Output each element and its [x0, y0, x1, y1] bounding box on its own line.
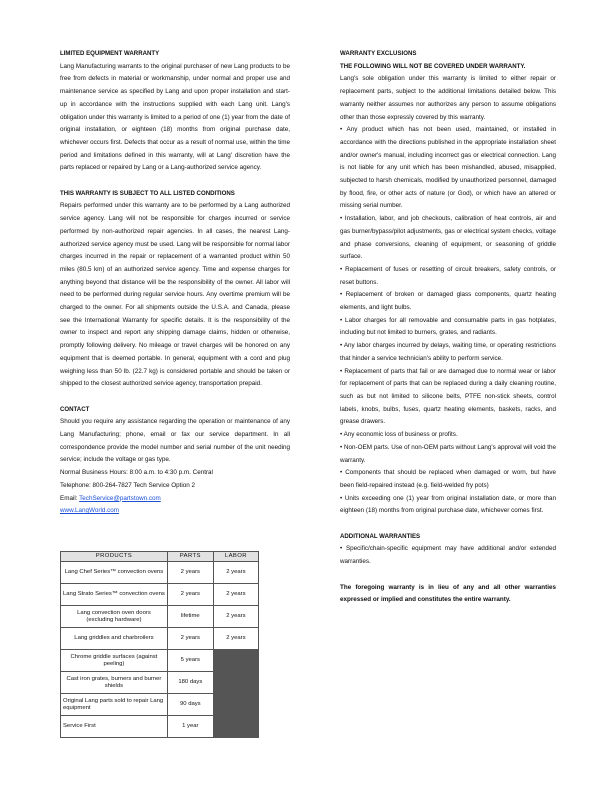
website-line	[60, 505, 290, 518]
exclusion-item: • Labor charges for all removable and consumable parts in gas hotplates, including but not limited to burners, grates, and radiants.	[340, 316, 556, 337]
product-cell: Lang griddles and charbroilers	[61, 628, 168, 650]
warranty-table	[60, 551, 259, 738]
exclusion-item: • Components that should be replaced when damaged or worn, but have been field-repaired instead (e.g. field-welded fry pots)	[340, 469, 556, 489]
contact-heading: CONTACT	[60, 405, 90, 413]
product-cell: Chrome griddle surfaces (against peeling)	[61, 650, 168, 672]
contact-body: Should you require any assistance regarding the operation or maintenance of any Lang Manufacturing; phone, email or fax our service department. In all correspondence provide the model number and serial number of the unit needing service; include the voltage or gas type.	[60, 418, 290, 464]
parts-cell: 1 year	[167, 716, 213, 738]
table-row	[61, 606, 259, 628]
exclusion-item: • Replacement of fuses or resetting of circuit breakers, safety controls, or reset buttons.	[340, 265, 556, 286]
parts-header: PARTS	[167, 552, 213, 562]
email-line	[60, 493, 290, 506]
labor-cell: 2 years	[213, 628, 258, 650]
parts-cell: lifetime	[167, 606, 213, 628]
exclusion-item: • Non-OEM parts. Use of non-OEM parts without Lang's approval will void the warranty.	[340, 443, 556, 464]
exclusions-intro: Lang's sole obligation under this warranty is limited to either repair or replacement parts, subject to the additional limitations detailed below. This warranty neither assumes nor authorizes any person to assume obligations other than those expressly covered by this warranty.	[340, 75, 556, 121]
parts-cell: 180 days	[167, 672, 213, 694]
exclusion-item: • Replacement of parts that fail or are damaged due to normal wear or labor for replacement of parts that can be replaced during a daily cleaning routine, such as but not limited to silicone belts, PTFE non-stick sheets, control labels, knobs, bulbs, fuses, quartz heating elements, baskets, racks, and grease drawers.	[340, 367, 556, 426]
table-header-row	[61, 552, 259, 562]
table-row	[61, 628, 259, 650]
parts-cell: 2 years	[167, 562, 213, 584]
additional-warranties-body: • Specific/chain-specific equipment may have additional and/or extended warranties.	[340, 545, 556, 566]
labor-cell: 2 years	[213, 584, 258, 606]
additional-warranties-heading: ADDITIONAL WARRANTIES	[340, 532, 421, 540]
foregoing-statement: The foregoing warranty is in lieu of any and all other warranties expressed or implied and constitutes the entire warranty.	[340, 583, 556, 604]
limited-warranty-body: Lang Manufacturing warrants to the original purchaser of new Lang products to be free from defects in material or workmanship, under normal and proper use and maintenance service as specified by Lang and upon proper installation and start-up in accordance with the instructions supplied with each Lang unit. Lang's obligation under this warranty is limited to a period of one (1) year from the date of original installation, or eighteen (18) months from original purchase date, whichever occurs first. Defects that occur as a result of normal use, within the time period and limitations defined in this warranty, will at Lang' discretion have the parts replaced or repaired by Lang or a Lang-authorized service agency.	[60, 62, 290, 172]
product-cell: Lang Strato Series™ convection ovens	[61, 584, 168, 606]
product-cell: Original Lang parts sold to repair Lang equipment	[61, 694, 168, 716]
product-cell: Lang Chef Series™ convection ovens	[61, 562, 168, 584]
table-row	[61, 650, 259, 672]
business-hours: Normal Business Hours: 8:00 a.m. to 4:30 p.m. Central	[60, 469, 213, 477]
labor-header: LABOR	[213, 552, 258, 562]
conditions-body: Repairs performed under this warranty are to be performed by a Lang authorized service agency. Lang will not be responsible for charges incurred or service performed by non-authorized repair agencies. In all cases, the nearest Lang-authorized service agency must be used. Lang will be responsible for normal labor charges incurred in the repair or replacement of a warranted product within 50 miles (80.5 km) of an authorized service agency. Time and expense charges for anything beyond that distance will be the responsibility of the owner. All labor will need to be performed during regular service hours. Any overtime premium will be charged to the owner. For all shipments outside the U.S.A. and Canada, please see the International Warranty for specific details. It is the responsibility of the owner to inspect and report any shipping damage claims, hidden or otherwise, promptly following delivery. No mileage or travel charges will be honored on any equipment that is deemed portable. In general, equipment with a cord and plug weighing less than 50 lb. (22.7 kg) is considered portable and should be taken or shipped to the closest authorized service agency, transportation prepaid.	[60, 202, 290, 388]
email-label: Email:	[60, 494, 80, 502]
exclusion-item: • Replacement of broken or damaged glass components, quartz heating elements, and light bulbs.	[340, 291, 556, 312]
parts-cell: 5 years	[167, 650, 213, 672]
labor-cell: 2 years	[213, 606, 258, 628]
exclusions-heading: WARRANTY EXCLUSIONS	[340, 50, 417, 57]
exclusion-item: • Any labor charges incurred by delays, waiting time, or operating restrictions that hinder a service technician's ability to perform service.	[340, 342, 556, 362]
parts-cell: 2 years	[167, 628, 213, 650]
labor-cell: 2 years	[213, 562, 258, 584]
parts-cell: 90 days	[167, 694, 213, 716]
labor-not-applicable-cell	[213, 650, 258, 738]
products-header: PRODUCTS	[61, 552, 168, 562]
exclusion-item: • Any economic loss of business or profits.	[340, 431, 458, 439]
email-link[interactable]: TechService@partstown.com	[79, 494, 161, 502]
website-link[interactable]: www.LangWorld.com	[60, 507, 120, 515]
table-row	[61, 584, 259, 606]
left-column	[60, 48, 290, 518]
telephone: Telephone: 800-264-7827 Tech Service Option 2	[60, 481, 196, 489]
right-column	[340, 48, 556, 607]
conditions-heading: THIS WARRANTY IS SUBJECT TO ALL LISTED CONDITIONS	[60, 189, 235, 197]
limited-warranty-heading: LIMITED EQUIPMENT WARRANTY	[60, 50, 160, 57]
product-cell: Lang convection oven doors (excluding hardware)	[61, 606, 168, 628]
product-cell: Service First	[61, 716, 168, 738]
product-cell: Cast iron grates, burners and burner shields	[61, 672, 168, 694]
exclusion-item: • Any product which has not been used, maintained, or installed in accordance with the directions published in the appropriate installation sheet and/or owner's manual, including incorrect gas or electrical connection. Lang is not liable for any unit which has been mishandled, abused, misapplied, subjected to harsh chemicals, modified by unauthorized personnel, damaged by flood, fire, or other acts of nature (or God), or which have an altered or missing serial number.	[340, 126, 556, 210]
parts-cell: 2 years	[167, 584, 213, 606]
exclusion-item: • Installation, labor, and job checkouts, calibration of heat controls, air and gas burner/bypass/pilot adjustments, gas or electrical system checks, voltage and phase conversions, cleaning of equipment, or seasoning of griddle surface.	[340, 215, 556, 261]
exclusion-item: • Units exceeding one (1) year from original installation date, or more than eighteen (18) months from original purchase date, whichever comes first.	[340, 494, 556, 515]
exclusions-subheading: THE FOLLOWING WILL NOT BE COVERED UNDER WARRANTY.	[340, 62, 526, 70]
table-row	[61, 562, 259, 584]
